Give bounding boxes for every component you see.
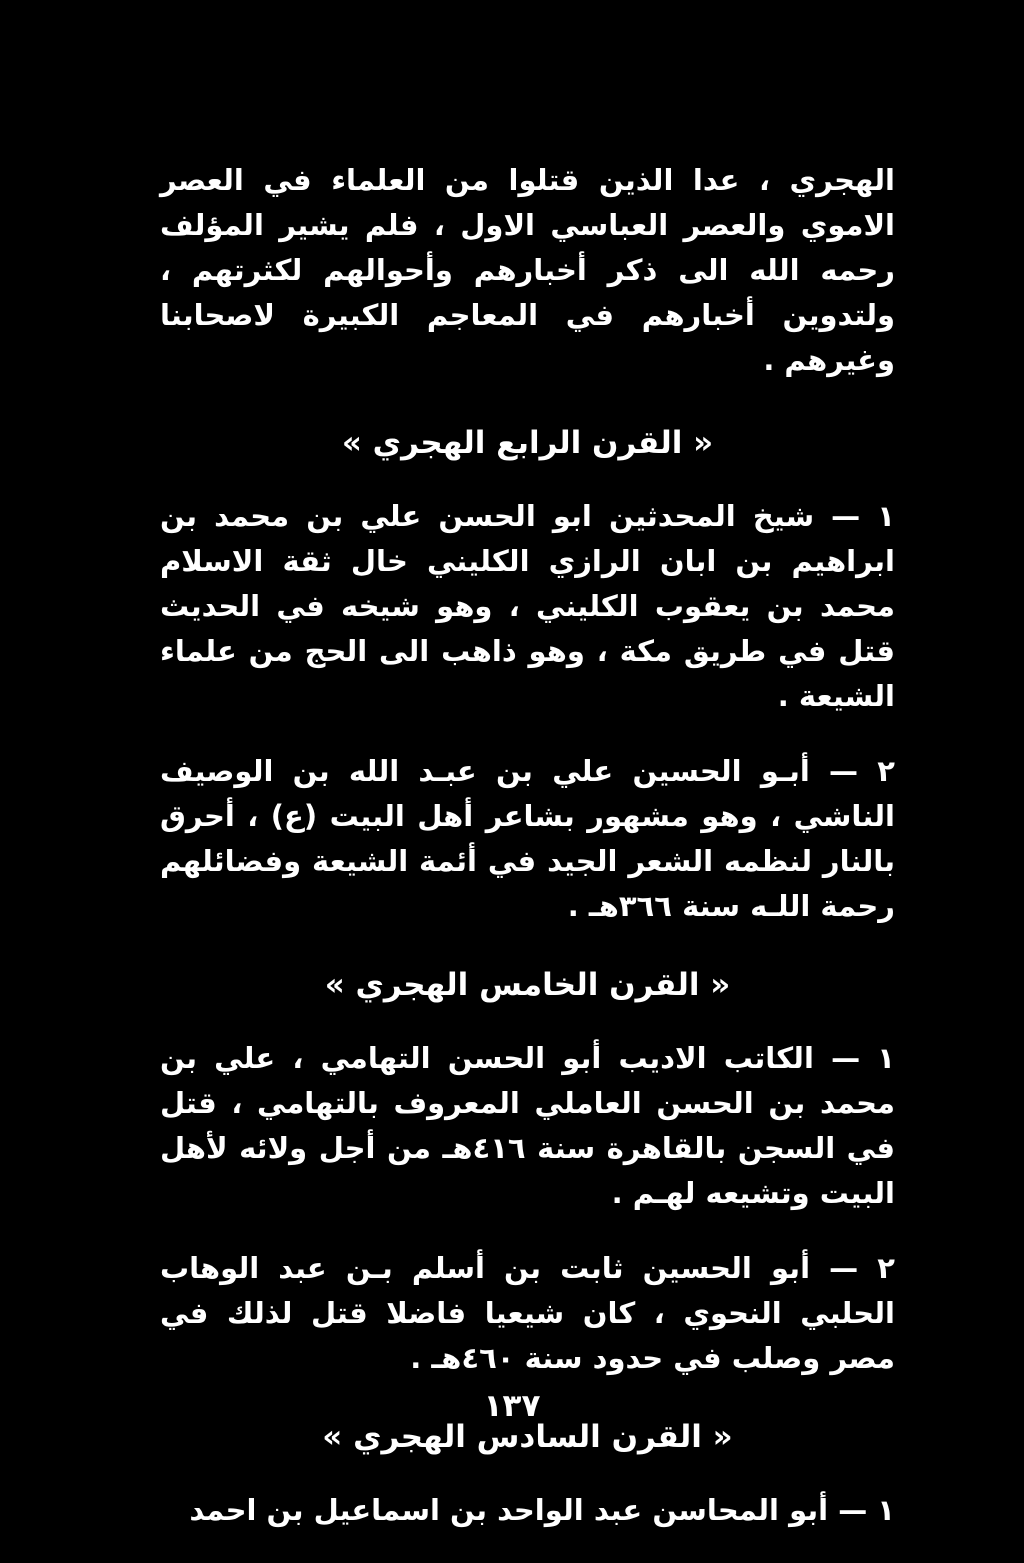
entry-4th-2: ٢ — أبـو الحسين علي بن عبـد الله بن الوصيف الناشي ، وهو مشهور بشاعر أهل البيت (ع) ، أحرق بالنار لنظمه الشعر الجيد في أئمة الشيعة وفضائلهم رحمة اللـه سنة ٣٦٦هـ .: [160, 754, 895, 923]
entry-6th-1: ١ — أبو المحاسن عبد الواحد بن اسماعيل بن احمد: [189, 1493, 895, 1527]
entry-5th-2: ٢ — أبو الحسين ثابت بن أسلم بـن عبد الوهاب الحلبي النحوي ، كان شيعيا فاضلا قتل لذلك في مصر وصلب في حدود سنة ٤٦٠هـ .: [160, 1251, 895, 1375]
page-number: ١٣٧: [483, 1388, 541, 1424]
entry-4th-1: ١ — شيخ المحدثين ابو الحسن علي بن محمد بن ابراهيم بن ابان الرازي الكليني خال ثقة الاسلام محمد بن يعقوب الكليني ، وهو شيخه في الحديث قتل في طريق مكة ، وهو ذاهب الى الحج من علماء الشيعة .: [160, 499, 895, 713]
page-body: [160, 158, 895, 1563]
entry-5th-1: ١ — الكاتب الاديب أبو الحسن التهامي ، علي بن محمد بن الحسن العاملي المعروف بالتهامي ، قتل في السجن بالقاهرة سنة ٤١٦هـ من أجل ولائه لأهل البيت وتشيعه لهـم .: [160, 1041, 895, 1210]
section-heading-4th-century: « القرن الرابع الهجري »: [341, 425, 714, 461]
section-heading-6th-century: « القرن السادس الهجري »: [322, 1419, 733, 1455]
section-heading-5th-century: « القرن الخامس الهجري »: [324, 967, 731, 1003]
intro-paragraph: الهجري ، عدا الذين قتلوا من العلماء في العصر الاموي والعصر العباسي الاول ، فلم يشير المؤلف رحمه الله الى ذكر أخبارهم وأحوالهم لكثرتهم ، ولتدوين أخبارهم في المعاجم الكبيرة لاصحابنا وغيرهم .: [160, 163, 895, 377]
